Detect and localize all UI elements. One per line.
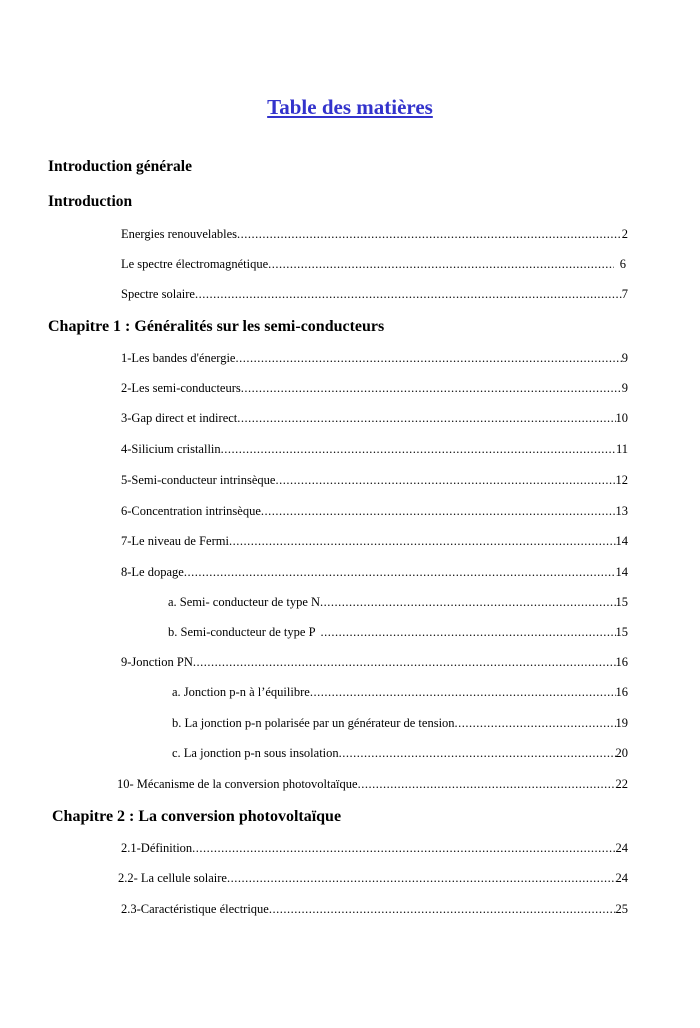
toc-entry-page: 24: [615, 871, 628, 885]
toc-entry: [118, 871, 628, 886]
toc-entry-page: 19: [615, 716, 628, 730]
toc-leader: [269, 902, 616, 917]
toc-leader: [310, 685, 616, 700]
toc-leader: [321, 625, 616, 640]
toc-entry-page: 12: [615, 473, 628, 487]
section-introduction-generale: Introduction générale: [48, 158, 192, 175]
toc-entry: [168, 625, 628, 640]
toc-entry-page: 14: [615, 534, 628, 548]
toc-entry: [121, 565, 628, 580]
toc-leader: [184, 565, 616, 580]
toc-entry: [121, 257, 626, 272]
toc-entry: [121, 227, 628, 242]
toc-entry-page: 15: [615, 625, 628, 639]
toc-leader: [195, 287, 622, 302]
toc-entry-page: 9: [621, 381, 628, 395]
toc-entry-page: 2: [621, 227, 628, 241]
toc-entry: [121, 655, 628, 670]
toc-entry-label: Spectre solaire: [121, 287, 195, 301]
toc-entry-page: 9: [621, 351, 628, 365]
toc-entry-label: 10- Mécanisme de la conversion photovoltaïque: [117, 777, 358, 791]
toc-entry-label: 2.3-Caractéristique électrique: [121, 902, 269, 916]
toc-entry: [121, 442, 628, 457]
toc-entry-label: Le spectre électromagnétique: [121, 257, 269, 271]
section-introduction: Introduction: [48, 193, 133, 210]
toc-leader: [235, 351, 621, 366]
toc-entry-label: 6-Concentration intrinsèque: [121, 504, 261, 518]
toc-leader: [261, 504, 616, 519]
toc-entry-label: Energies renouvelables: [121, 227, 238, 241]
toc-entry: [121, 411, 628, 426]
toc-entry-page: 7: [621, 287, 628, 301]
chapter-2-heading: Chapitre 2 : La conversion photovoltaïque: [52, 808, 342, 825]
toc-entry: [121, 473, 628, 488]
toc-entry-page: 20: [615, 746, 628, 760]
toc-leader: [227, 871, 616, 886]
toc-entry-label: a. Semi- conducteur de type N: [168, 595, 321, 609]
toc-entry: [172, 716, 628, 731]
toc-entry: [121, 287, 628, 302]
toc-entry-label: 3-Gap direct et indirect: [121, 411, 238, 425]
toc-leader: [268, 257, 614, 272]
toc-entry-label: 7-Le niveau de Fermi: [121, 534, 229, 548]
toc-entry-page: 14: [615, 565, 628, 579]
toc-entry: [121, 381, 628, 396]
toc-leader: [229, 534, 616, 549]
toc-entry: [172, 685, 628, 700]
chapter-1-heading: Chapitre 1 : Généralités sur les semi-conducteurs: [48, 318, 385, 335]
toc-entry-page: 25: [615, 902, 628, 916]
toc-entry-page: 16: [615, 655, 628, 669]
toc-entry-label: 2-Les semi-conducteurs: [121, 381, 241, 395]
toc-leader: [237, 411, 615, 426]
toc-entry-page: 13: [615, 504, 628, 518]
toc-entry-page: 16: [615, 685, 628, 699]
toc-entry-label: 4-Silicium cristallin: [121, 442, 221, 456]
toc-entry-page: 24: [615, 841, 628, 855]
toc-entry-label: c. La jonction p-n sous insolation: [172, 746, 339, 760]
toc-entry-label: 8-Le dopage: [121, 565, 184, 579]
toc-leader: [241, 381, 622, 396]
toc-leader: [320, 595, 615, 610]
toc-entry-page: 15: [615, 595, 628, 609]
toc-entry: [168, 595, 628, 610]
toc-entry-label: b. La jonction p-n polarisée par un générateur de tension: [172, 716, 455, 730]
toc-entry-page: 6: [619, 257, 626, 271]
toc-leader: [455, 716, 616, 731]
toc-entry-page: 22: [615, 777, 628, 791]
toc-leader: [275, 473, 615, 488]
toc-entry-page: 10: [615, 411, 628, 425]
toc-entry-label: a. Jonction p-n à l’équilibre: [172, 685, 310, 699]
toc-entry: [121, 841, 628, 856]
toc-entry: [121, 902, 628, 917]
toc-entry: [121, 351, 628, 366]
toc-entry: [121, 534, 628, 549]
toc-entry: [117, 777, 628, 792]
toc-leader: [192, 841, 615, 856]
toc-entry-label: 2.2- La cellule solaire: [118, 871, 227, 885]
toc-leader: [358, 777, 616, 792]
toc-entry: [121, 504, 628, 519]
toc-entry-label: b. Semi-conducteur de type P: [168, 625, 316, 639]
toc-title: Table des matières: [267, 95, 433, 119]
toc-entry-label: 1-Les bandes d'énergie: [121, 351, 236, 365]
toc-entry-label: 9-Jonction PN: [121, 655, 193, 669]
toc-leader: [221, 442, 616, 457]
toc-entry: [172, 746, 628, 761]
toc-entry-page: 11: [615, 442, 628, 456]
toc-leader: [237, 227, 622, 242]
toc-entry-label: 2.1-Définition: [121, 841, 193, 855]
toc-leader: [339, 746, 616, 761]
toc-leader: [193, 655, 616, 670]
toc-entry-label: 5-Semi-conducteur intrinsèque: [121, 473, 276, 487]
